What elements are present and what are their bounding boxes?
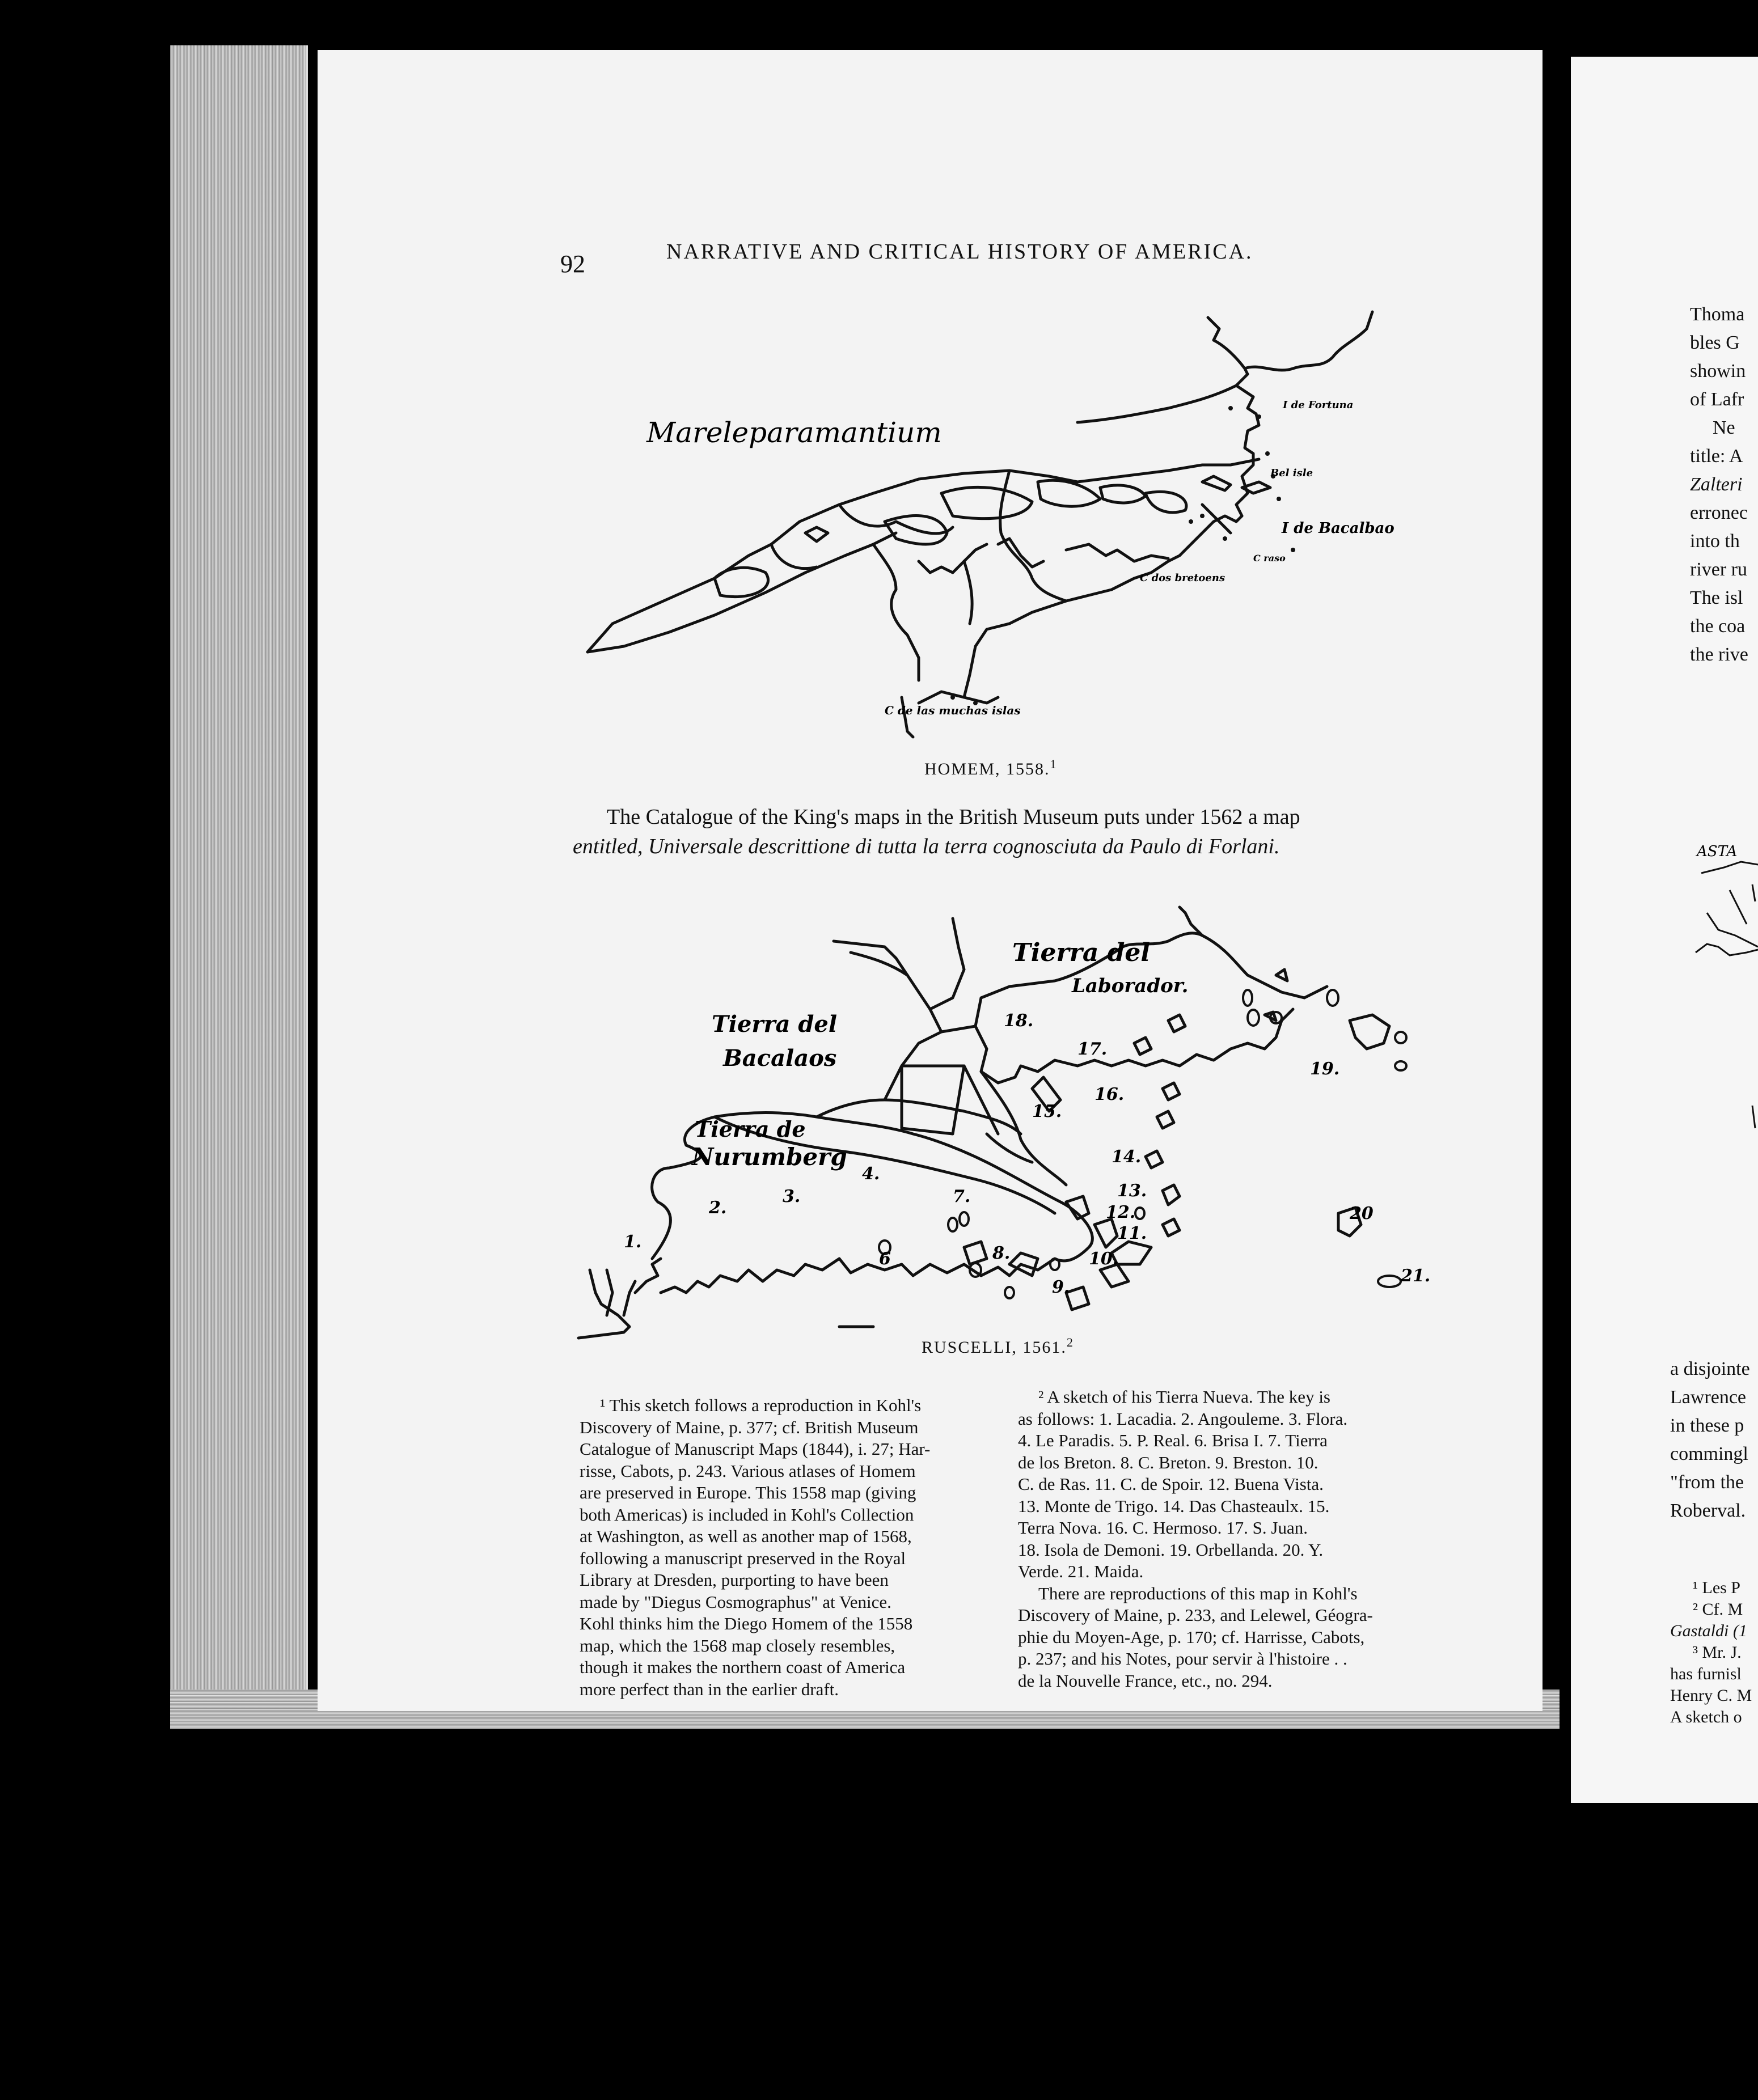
footnote-left-line: are preserved in Europe. This 1558 map (giving: [580, 1483, 916, 1502]
map2-num-13: 13.: [1117, 1181, 1147, 1201]
footnote-right: [1018, 1386, 1440, 1692]
map2-laborador-label-1: Tierra del: [1012, 938, 1151, 967]
facing-line: Roberval.: [1670, 1500, 1746, 1521]
map2-bacalaos-label-1: Tierra del: [712, 1011, 838, 1038]
facing-line: bles G: [1690, 332, 1740, 353]
footnote-right-line: There are reproductions of this map in Kohl's: [1038, 1583, 1358, 1603]
map2-num-10: 10.: [1089, 1249, 1119, 1269]
map2-num-7: 7.: [953, 1187, 971, 1206]
map1-c-raso-label: C raso: [1253, 553, 1286, 564]
footnote-right-line: Terra Nova. 16. C. Hermoso. 17. S. Juan.: [1018, 1518, 1308, 1538]
map1-caption-text: HOMEM, 1558.: [924, 760, 1050, 778]
map2-num-4: 4.: [862, 1164, 880, 1184]
facing-line: the rive: [1690, 644, 1748, 665]
footnote-left-line: Discovery of Maine, p. 377; cf. British Museum: [580, 1417, 919, 1437]
footnote-right-line: as follows: 1. Lacadia. 2. Angouleme. 3. Flora.: [1018, 1408, 1348, 1429]
facing-line: The isl: [1690, 587, 1743, 608]
facing-line: title: A: [1690, 446, 1743, 467]
facing-line: commingl: [1670, 1443, 1748, 1464]
footnote-left-line: Library at Dresden, purporting to have been: [580, 1570, 889, 1590]
footnote-right-line: 13. Monte de Trigo. 14. Das Chasteaulx. 15.: [1018, 1496, 1330, 1516]
map2-num-15: 15.: [1032, 1102, 1062, 1121]
map2-num-12: 12.: [1106, 1203, 1136, 1222]
footnote-left-line: ¹ This sketch follows a reproduction in Kohl's: [600, 1395, 922, 1415]
footnote-right-line: Discovery of Maine, p. 233, and Lelewel, Géogra-: [1018, 1605, 1373, 1625]
map2-caption-text: RUSCELLI, 1561.: [922, 1338, 1067, 1357]
footnote-right-line: de los Breton. 8. C. Breton. 9. Breston. 10.: [1018, 1452, 1318, 1472]
footnote-left-line: risse, Cabots, p. 243. Various atlases of Homem: [580, 1460, 916, 1481]
map2-num-20: 20: [1350, 1204, 1374, 1223]
map1-sea-label: Mareleparamantium: [646, 416, 942, 449]
ruscelli-map: [567, 896, 1452, 1349]
map2-num-6: 6: [879, 1249, 891, 1269]
footnote-left-line: made by "Diegus Cosmographus" at Venice.: [580, 1591, 891, 1612]
map1-bel-isle-label: Bel isle: [1270, 467, 1313, 479]
facing-foot-line: A sketch o: [1670, 1708, 1742, 1726]
footnote-right-line: C. de Ras. 11. C. de Spoir. 12. Buena Vista.: [1018, 1474, 1324, 1494]
footnote-left-line: following a manuscript preserved in the Royal: [580, 1548, 906, 1568]
map2-num-2: 2.: [709, 1198, 727, 1218]
facing-foot-line: ² Cf. M: [1693, 1600, 1743, 1619]
facing-foot-line: has furnisl: [1670, 1665, 1742, 1683]
facing-foot-line: ³ Mr. J.: [1693, 1643, 1742, 1662]
footnote-left-line: at Washington, as well as another map of 1568,: [580, 1526, 912, 1546]
map1-fortuna-label: I de Fortuna: [1283, 399, 1354, 411]
facing-line: Zalteri: [1690, 474, 1743, 495]
map1-caption-note: 1: [1050, 757, 1057, 771]
map2-caption: [922, 1335, 1073, 1357]
facing-line: showin: [1690, 361, 1746, 382]
footnote-left-line: Kohl thinks him the Diego Homem of the 1558: [580, 1614, 913, 1633]
facing-foot-line: Gastaldi (1: [1670, 1621, 1747, 1640]
facing-line: Ne: [1713, 417, 1735, 438]
footnote-right-line: phie du Moyen-Age, p. 170; cf. Harrisse, Cabots,: [1018, 1627, 1365, 1647]
book-page-edges: [170, 45, 308, 1701]
map1-bretoens-label: C dos bretoens: [1140, 572, 1225, 584]
page-number: 92: [560, 250, 585, 278]
map2-num-1: 1.: [624, 1232, 642, 1252]
facing-foot-line: Henry C. M: [1670, 1686, 1752, 1705]
facing-line: Lawrence: [1670, 1387, 1747, 1408]
facing-line: into th: [1690, 531, 1740, 552]
map2-bacalaos-label-2: Bacalaos: [723, 1045, 837, 1072]
body-line-2: entitled, Universale descrittione di tutta la terra cognosciuta da Paulo di Forlani.: [573, 835, 1280, 858]
facing-line: a disjointe: [1670, 1358, 1750, 1379]
footnote-left-line: more perfect than in the earlier draft.: [580, 1679, 839, 1699]
map2-num-18: 18.: [1004, 1011, 1034, 1031]
facing-page-map-fragment: [1690, 833, 1758, 1151]
facing-line: river ru: [1690, 559, 1748, 580]
facing-foot-line: ¹ Les P: [1693, 1578, 1740, 1597]
footnote-left-line: Catalogue of Manuscript Maps (1844), i. 27; Har-: [580, 1439, 931, 1459]
map2-nurumberg-label-2: Nurumberg: [692, 1143, 847, 1171]
running-title: NARRATIVE AND CRITICAL HISTORY OF AMERICA.: [666, 240, 1253, 264]
facing-line: Thoma: [1690, 304, 1745, 325]
map2-caption-note: 2: [1066, 1335, 1073, 1349]
facing-line: the coa: [1690, 616, 1746, 637]
footnote-left-line: map, which the 1568 map closely resembles,: [580, 1635, 895, 1656]
facing-line: in these p: [1670, 1415, 1744, 1436]
map2-num-16: 16.: [1094, 1085, 1125, 1104]
facing-line: erronec: [1690, 502, 1748, 523]
map1-caption: [924, 757, 1057, 779]
map2-num-11: 11.: [1117, 1223, 1147, 1243]
footnote-left: [580, 1395, 996, 1700]
map2-laborador-label-2: Laborador.: [1072, 975, 1189, 997]
map2-num-21: 21.: [1401, 1266, 1431, 1286]
footnote-right-line: ² A sketch of his Tierra Nueva. The key is: [1038, 1387, 1330, 1407]
map2-num-14: 14.: [1112, 1147, 1142, 1167]
map2-num-9: 9.: [1052, 1277, 1070, 1297]
footnote-right-line: Verde. 21. Maida.: [1018, 1561, 1144, 1581]
facing-line: "from the: [1670, 1472, 1744, 1493]
map2-nurumberg-label-1: Tierra de: [695, 1116, 806, 1142]
footnote-left-line: though it makes the northern coast of America: [580, 1657, 906, 1677]
map2-num-19: 19.: [1310, 1059, 1340, 1079]
homem-map: [578, 306, 1418, 748]
body-line-1: The Catalogue of the King's maps in the British Museum puts under 1562 a map: [607, 805, 1300, 829]
footnote-right-line: 4. Le Paradis. 5. P. Real. 6. Brisa I. 7. Tierra: [1018, 1430, 1328, 1450]
facing-map-label: ASTA: [1697, 843, 1738, 860]
map1-muchas-islas-label: C de las muchas islas: [885, 704, 1021, 717]
map2-num-3: 3.: [783, 1187, 801, 1206]
footnote-right-line: de la Nouvelle France, etc., no. 294.: [1018, 1670, 1273, 1691]
map1-bacalbao-label: I de Bacalbao: [1282, 520, 1394, 537]
facing-line: of Lafr: [1690, 389, 1744, 410]
footnote-right-line: 18. Isola de Demoni. 19. Orbellanda. 20. Y.: [1018, 1539, 1324, 1560]
footnote-left-line: both Americas) is included in Kohl's Collection: [580, 1504, 914, 1525]
map2-num-8: 8.: [992, 1243, 1011, 1263]
footnote-right-line: p. 237; and his Notes, pour servir à l'histoire . .: [1018, 1649, 1347, 1669]
map2-num-17: 17.: [1077, 1039, 1108, 1059]
